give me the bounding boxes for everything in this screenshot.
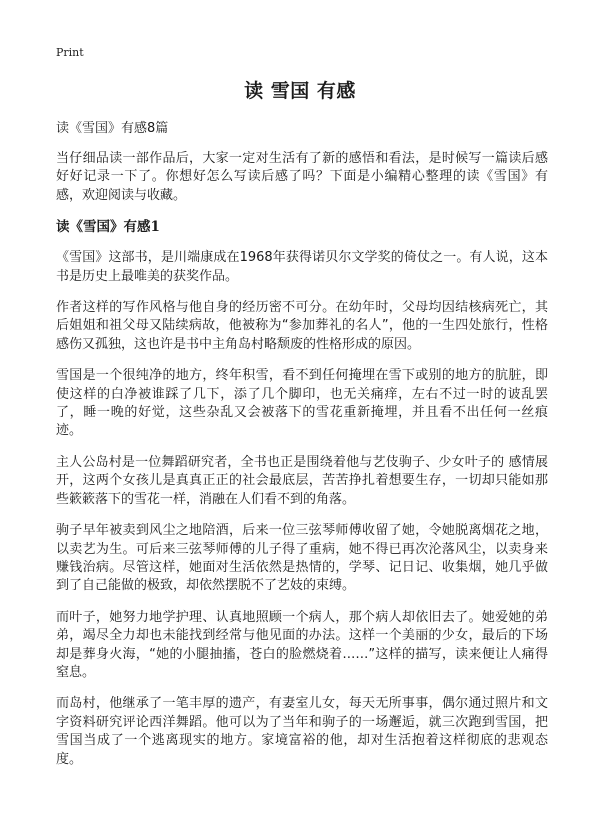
body-paragraph: 《雪国》这部书，是川端康成在1968年获得诺贝尔文学奖的倚仗之一。有人说，这本书是历史上最唯美的获奖作品。: [56, 250, 548, 284]
body-paragraph: 雪国是一个很纯净的地方，终年积雪，看不到任何掩埋在雪下或别的地方的肮脏，即使这样的白净被谁踩了几下，添了几个脚印，也无关痛痒，左右不过一时的诐乱罢了，睡一晚的好觉，这些杂乱又会被落下的雪花重新掩埋，并且看不出任何一丝痕迹。: [56, 368, 548, 439]
body-paragraph: 而岛村，他继承了一笔丰厚的遗产，有妻室儿女，每天无所事事，偶尔通过照片和文字资料研究评论西洋舞蹈。他可以为了当年和驹子的一场邂逅，就三次跑到雪国，把雪国当成了一个逃离现实的地方。家境富裕的他，却对生活抱着这样彻底的悲观态度。: [56, 696, 548, 767]
body-paragraph: 主人公岛村是一位舞蹈研究者，全书也正是围绕着他与艺伎驹子、少女叶子的 感情展开，这两个女孩儿是真真正正的社会最底层，苦苦挣扎着想要生存，一切却只能如那些簌簌落下的雪花一样，消融在人们看不到的角落。: [56, 454, 548, 507]
section-heading: 读《雪国》有感1: [56, 219, 160, 236]
body-paragraph: 而叶子，她努力地学护理、认真地照顾一个病人，那个病人却依旧去了。她爱她的弟弟，竭尽全力却也未能找到经常与他见面的办法。这样一个美丽的少女，最后的下场却是葬身火海，“她的小腿抽搐，苍白的脸燃烧着……”这样的描写，读来便让人痛得窒息。: [56, 609, 548, 680]
page-title: 读 雪国 有感: [244, 80, 356, 102]
body-paragraph: 驹子早年被卖到风尘之地陪酒，后来一位三弦琴师傅收留了她，令她脱离烟花之地，以卖艺为生。可后来三弦琴师傅的儿子得了重病，她不得已再次沦落风尘，以卖身来赚钱治病。尽管这样，她面对生活依然是热情的，学琴、记日记、收集烟，她几乎做到了自己能做的极致，却依然摆脱不了艺妓的束缚。: [56, 523, 548, 594]
article-subtitle: 读《雪国》有感8篇: [56, 121, 169, 136]
intro-paragraph: 当仔细品读一部作品后，大家一定对生活有了新的感悟和看法，是时候写一篇读后感好好记录一下了。你想好怎么写读后感了吗？下面是小编精心整理的读《雪国》有感，欢迎阅读与收藏。: [56, 151, 548, 203]
print-link[interactable]: Print: [56, 46, 84, 59]
article-body: [56, 120, 548, 782]
body-paragraph: 作者这样的写作风格与他自身的经历密不可分。在幼年时，父母均因结核病死亡，其后姐姐和祖父母又陆续病故，他被称为“参加葬礼的名人”，他的一生四处旅行，性格感伤又孤独，这也许是书中主角岛村略颓废的性格形成的原因。: [56, 300, 548, 352]
